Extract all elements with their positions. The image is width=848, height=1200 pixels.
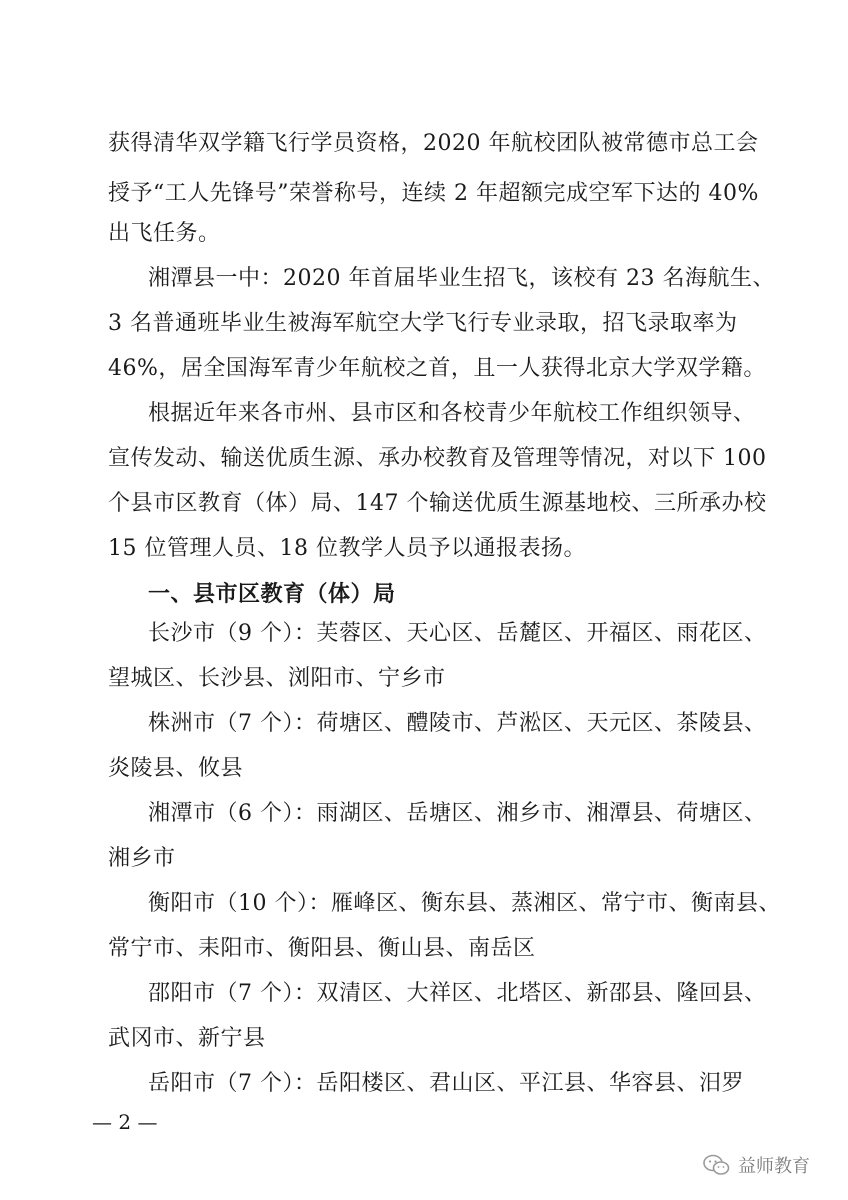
list-item-line: 炎陵县、攸县: [108, 756, 244, 781]
list-item-line: 湘潭市（6 个）：雨湖区、岳塘区、湘乡市、湘潭县、荷塘区、: [148, 801, 767, 826]
wechat-icon: [702, 1153, 732, 1177]
list-item-line: 衡阳市（10 个）：雁峰区、衡东县、蒸湘区、常宁市、衡南县、: [148, 891, 781, 916]
list-item-line: 邵阳市（7 个）：双清区、大祥区、北塔区、新邵县、隆回县、: [148, 981, 767, 1006]
page-number: — 2 —: [92, 1110, 158, 1134]
section-heading: 一、县市区教育（体）局: [148, 581, 396, 607]
paragraph-line: 3 名普通班毕业生被海军航空大学飞行专业录取，招飞录取率为: [108, 311, 738, 336]
paragraph-line: 根据近年来各市州、县市区和各校青少年航校工作组织领导、: [148, 401, 756, 426]
list-item-line: 株洲市（7 个）：荷塘区、醴陵市、芦淞区、天元区、茶陵县、: [148, 711, 767, 736]
list-item-line: 武冈市、新宁县: [108, 1026, 266, 1051]
paragraph-line: 获得清华双学籍飞行学员资格，2020 年航校团队被常德市总工会: [108, 131, 759, 156]
paragraph-line: 46%，居全国海军青少年航校之首，且一人获得北京大学双学籍。: [108, 356, 766, 381]
paragraph-line: 15 位管理人员、18 位教学人员予以通报表扬。: [108, 536, 586, 561]
paragraph-line: 宣传发动、输送优质生源、承办校教育及管理等情况，对以下 100: [108, 446, 767, 471]
list-item-line: 长沙市（9 个）：芙蓉区、天心区、岳麓区、开福区、雨花区、: [148, 621, 767, 646]
paragraph-line: 个县市区教育（体）局、147 个输送优质生源基地校、三所承办校: [108, 491, 767, 516]
list-item-line: 湘乡市: [108, 846, 176, 871]
paragraph-line: 出飞任务。: [108, 221, 221, 246]
paragraph-line: 湘潭县一中：2020 年首届毕业生招飞，该校有 23 名海航生、: [148, 266, 775, 291]
paragraph-line: 授予“工人先锋号”荣誉称号，连续 2 年超额完成空军下达的 40%: [108, 181, 759, 206]
watermark-text: 益师教育: [738, 1156, 810, 1177]
list-item-line: 岳阳市（7 个）：岳阳楼区、君山区、平江县、华容县、汨罗: [148, 1071, 744, 1096]
list-item-line: 望城区、长沙县、浏阳市、宁乡市: [108, 666, 446, 691]
watermark: [702, 1150, 810, 1180]
list-item-line: 常宁市、耒阳市、衡阳县、衡山县、南岳区: [108, 936, 536, 961]
